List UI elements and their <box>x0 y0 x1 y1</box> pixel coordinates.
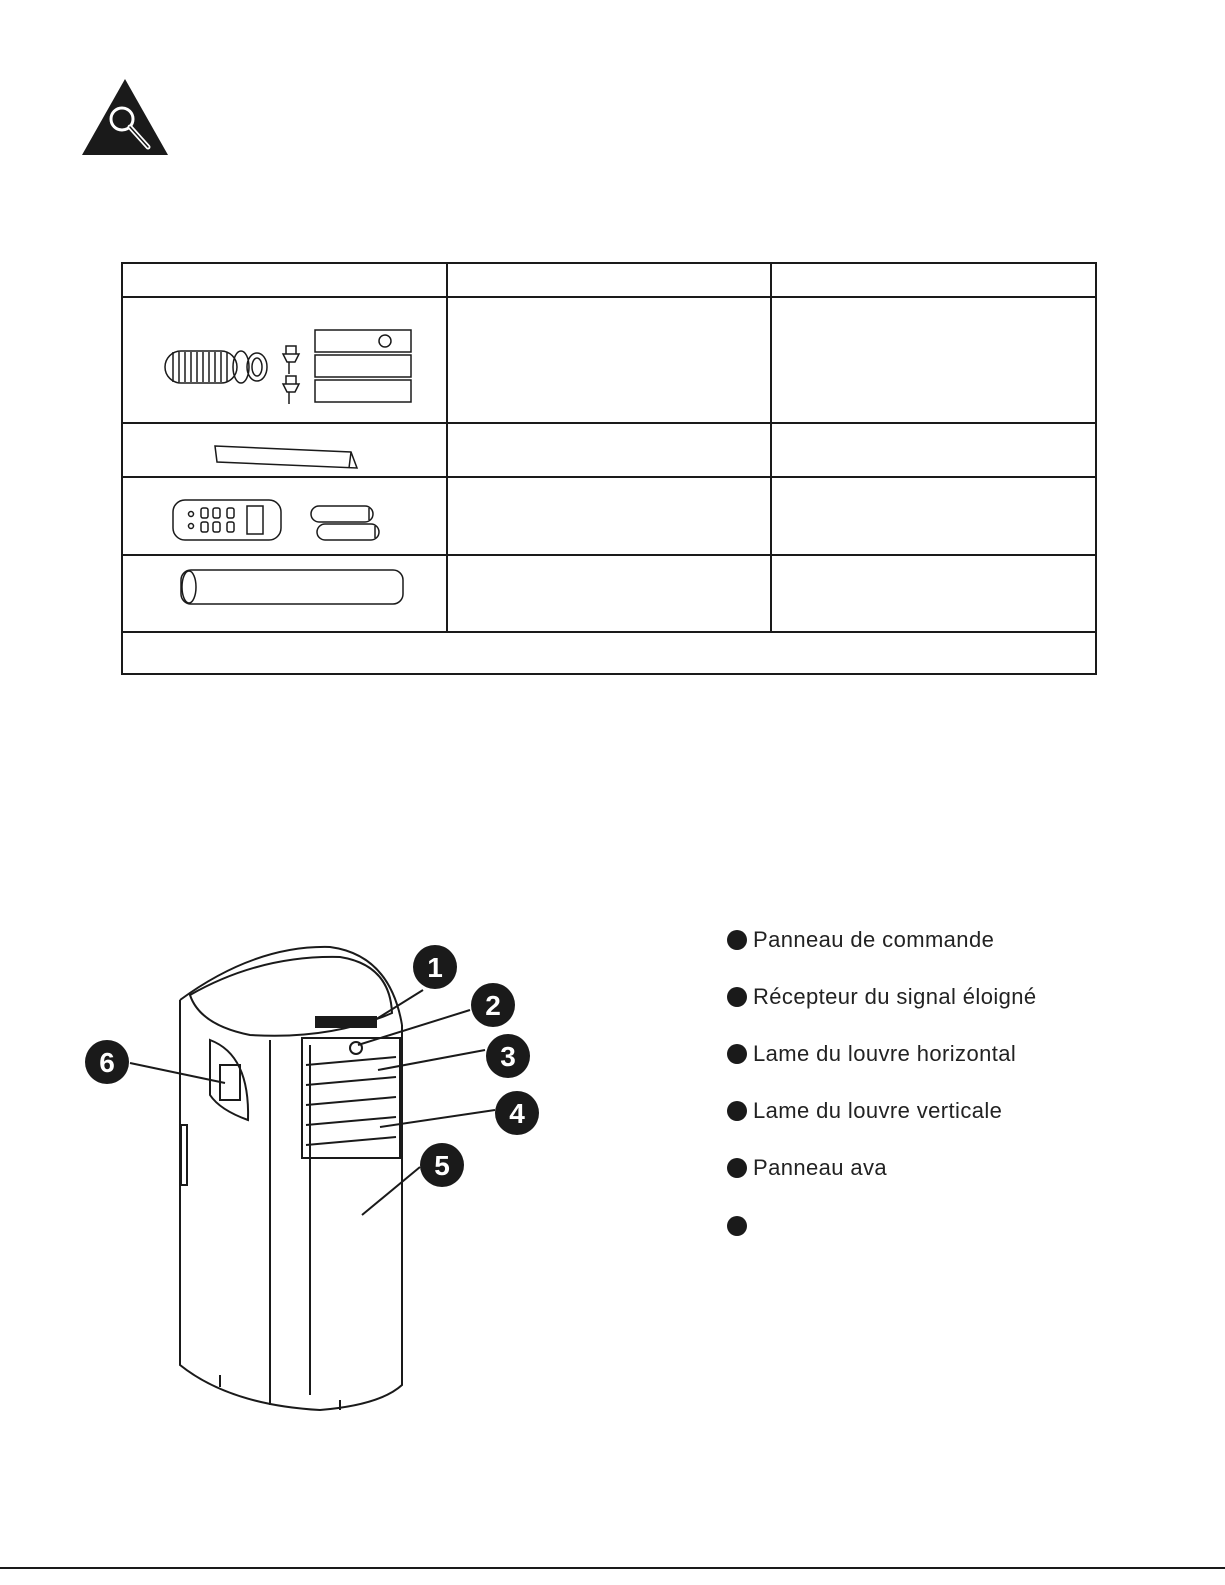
table-row-rule <box>123 476 1095 478</box>
magnifier-triangle-icon <box>80 77 170 157</box>
callout-4: 4 <box>509 1098 525 1129</box>
table-row-rule <box>123 422 1095 424</box>
window-seal-strip-icon <box>211 442 361 474</box>
callout-2: 2 <box>485 990 501 1021</box>
bullet-icon <box>727 1216 747 1236</box>
legend-item-3: Lame du louvre horizontal <box>727 1039 1016 1069</box>
bullet-icon <box>727 1044 747 1064</box>
callout-5: 5 <box>434 1150 450 1181</box>
legend-item-2: Récepteur du signal éloigné <box>727 982 1037 1012</box>
callout-6: 6 <box>99 1047 115 1078</box>
bullet-icon <box>727 1158 747 1178</box>
table-divider <box>770 264 772 632</box>
legend-item-5: Panneau ava <box>727 1153 887 1183</box>
exhaust-hose-kit-icon <box>161 326 421 411</box>
legend-item-6 <box>727 1211 753 1241</box>
table-header-rule <box>123 296 1095 298</box>
footer-rule <box>0 1567 1225 1569</box>
legend-item-1: Panneau de commande <box>727 925 994 955</box>
table-row-rule <box>123 554 1095 556</box>
bullet-icon <box>727 987 747 1007</box>
table-row-rule <box>123 631 1095 633</box>
legend-item-4: Lame du louvre verticale <box>727 1096 1002 1126</box>
callout-1: 1 <box>427 952 443 983</box>
drain-tube-icon <box>177 567 407 607</box>
accessories-table <box>121 262 1097 675</box>
remote-and-batteries-icon <box>171 496 401 546</box>
bullet-icon <box>727 930 747 950</box>
bullet-icon <box>727 1101 747 1121</box>
callout-3: 3 <box>500 1041 516 1072</box>
air-conditioner-diagram <box>80 935 550 1415</box>
table-divider <box>446 264 448 632</box>
